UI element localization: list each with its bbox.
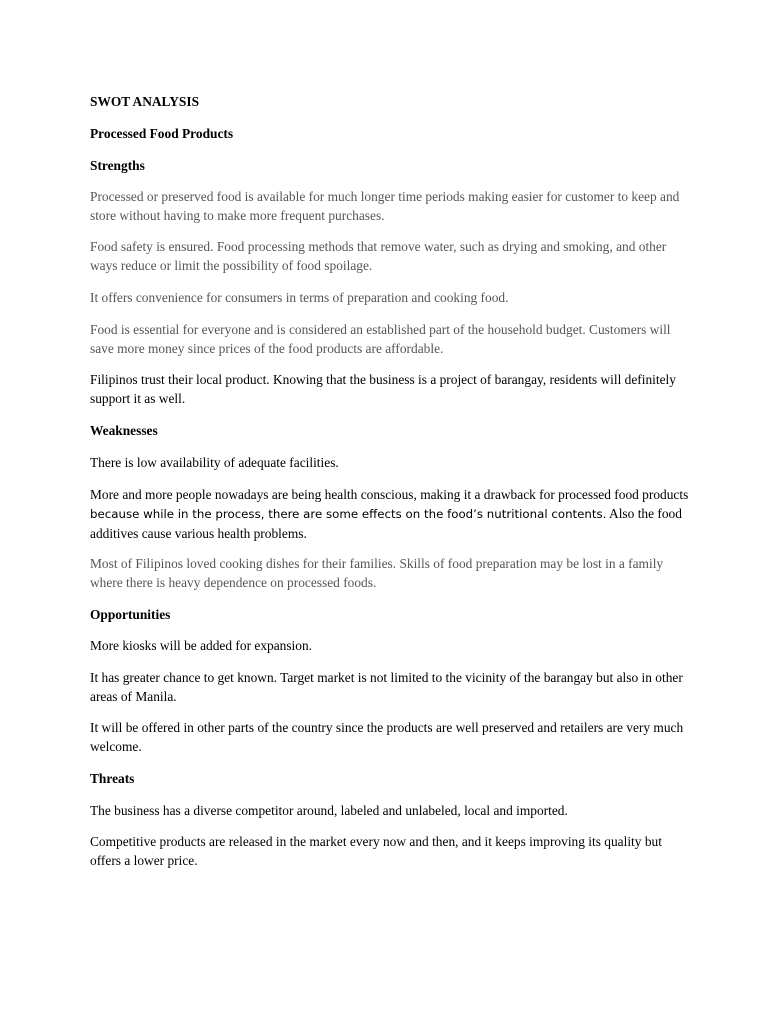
- weaknesses-paragraph-2: [90, 485, 690, 543]
- weaknesses-paragraph-2-part-2: because while in the process, there are some effects on the food’s nutritional contents.: [90, 507, 607, 521]
- opportunities-paragraph-3: It will be offered in other parts of the country since the products are well preserved and retailers are very much welcome.: [90, 720, 684, 754]
- threats-paragraph-2: Competitive products are released in the market every now and then, and it keeps improving its quality but offers a lower price.: [90, 834, 662, 868]
- document-title: SWOT ANALYSIS: [90, 94, 200, 109]
- weaknesses-paragraph-3: Most of Filipinos loved cooking dishes for their families. Skills of food preparation may be lost in a family where there is heavy dependence on processed foods.: [90, 556, 664, 590]
- strengths-paragraph-2: Food safety is ensured. Food processing methods that remove water, such as drying and smoking, and other ways reduce or limit the possibility of food spoilage.: [90, 239, 667, 273]
- strengths-paragraph-4: Food is essential for everyone and is considered an established part of the household budget. Customers will save more money since prices of the food products are affordable.: [90, 322, 671, 356]
- weaknesses-paragraph-2-part-3: Also the food additives cause various health problems.: [90, 506, 682, 541]
- strengths-heading: Strengths: [90, 158, 145, 173]
- document-subtitle: Processed Food Products: [90, 126, 234, 141]
- opportunities-paragraph-2: It has greater chance to get known. Target market is not limited to the vicinity of the barangay but also in other areas of Manila.: [90, 670, 683, 704]
- strengths-paragraph-1: Processed or preserved food is available for much longer time periods making easier for customer to keep and store without having to make more frequent purchases.: [90, 189, 680, 223]
- strengths-paragraph-5: Filipinos trust their local product. Knowing that the business is a project of barangay, residents will definitely support it as well.: [90, 372, 676, 406]
- strengths-paragraph-3: It offers convenience for consumers in terms of preparation and cooking food.: [90, 290, 509, 305]
- threats-heading: Threats: [90, 771, 135, 786]
- threats-paragraph-1: The business has a diverse competitor around, labeled and unlabeled, local and imported.: [90, 803, 568, 818]
- weaknesses-paragraph-1: There is low availability of adequate facilities.: [90, 455, 339, 470]
- opportunities-heading: Opportunities: [90, 607, 171, 622]
- opportunities-paragraph-1: More kiosks will be added for expansion.: [90, 638, 313, 653]
- weaknesses-paragraph-2-part-1: More and more people nowadays are being health conscious, making it a drawback for processed food products: [90, 487, 689, 502]
- weaknesses-heading: Weaknesses: [90, 423, 158, 438]
